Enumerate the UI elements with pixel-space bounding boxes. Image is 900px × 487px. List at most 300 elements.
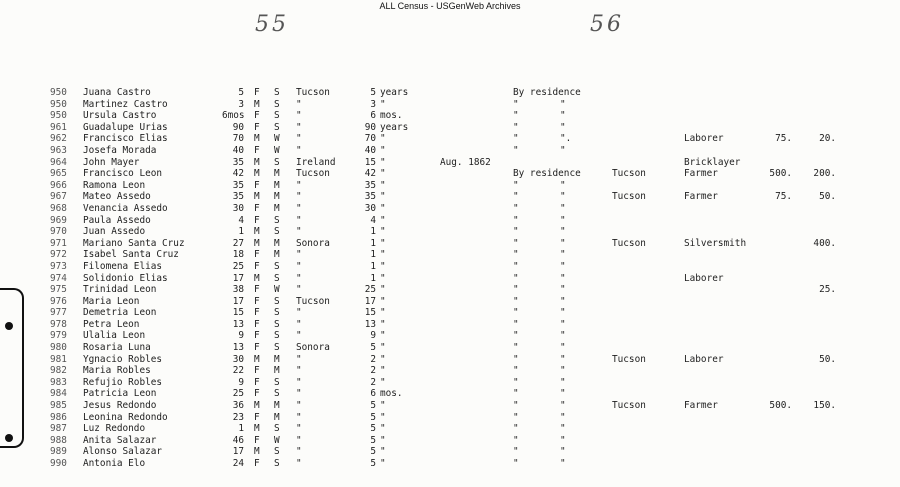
- census-ledger: [0, 87, 900, 470]
- sex: M: [254, 133, 260, 145]
- birthplace: ": [296, 411, 302, 423]
- birthplace: ": [296, 365, 302, 377]
- person-name: Trinidad Leon: [83, 284, 157, 296]
- citizenship-basis-ditto: ": [560, 214, 566, 226]
- citizenship-basis: ": [513, 353, 519, 365]
- age: 70: [232, 133, 244, 145]
- marital-status: S: [274, 156, 280, 168]
- sex: F: [254, 458, 260, 469]
- sex: M: [254, 156, 260, 168]
- table-row: [0, 342, 900, 354]
- sex: M: [254, 446, 260, 458]
- citizenship-basis: ": [513, 237, 519, 249]
- occupation: Farmer: [684, 168, 718, 180]
- row-number: 964: [50, 156, 67, 168]
- residence-unit: years: [380, 121, 409, 133]
- residence-length: 1: [370, 249, 376, 261]
- sex: M: [254, 226, 260, 238]
- row-number: 966: [50, 179, 67, 191]
- residence-unit: ": [380, 237, 386, 249]
- citizenship-basis: By residence: [513, 168, 581, 180]
- residence-unit: ": [380, 168, 386, 180]
- person-name: Petra Leon: [83, 318, 140, 330]
- residence-unit: years: [380, 87, 409, 98]
- residence-length: 13: [364, 318, 376, 330]
- residence-unit: ": [380, 353, 386, 365]
- person-name: Ursula Castro: [83, 110, 157, 122]
- sex: M: [254, 423, 260, 435]
- sex: F: [254, 307, 260, 319]
- table-row: [0, 412, 900, 424]
- sex: F: [254, 342, 260, 354]
- birthplace: ": [296, 272, 302, 284]
- marital-status: M: [274, 202, 280, 214]
- citizenship-basis: ": [513, 388, 519, 400]
- occupation: Farmer: [684, 400, 718, 412]
- marital-status: S: [274, 423, 280, 435]
- residence-unit: ": [380, 156, 386, 168]
- birthplace: ": [296, 191, 302, 203]
- citizenship-basis-ditto: ": [560, 376, 566, 388]
- birthplace: Sonora: [296, 342, 330, 354]
- residence-unit: ": [380, 272, 386, 284]
- person-name: Paula Assedo: [83, 214, 151, 226]
- sex: F: [254, 376, 260, 388]
- citizenship-basis-ditto: ": [560, 411, 566, 423]
- person-name: Patricia Leon: [83, 388, 157, 400]
- real-estate-value: 75.: [775, 133, 792, 145]
- residence-unit: ": [380, 133, 386, 145]
- row-number: 968: [50, 202, 67, 214]
- citizenship-basis: ": [513, 226, 519, 238]
- row-number: 967: [50, 191, 67, 203]
- citizenship-basis-ditto: ": [560, 237, 566, 249]
- marital-status: M: [274, 411, 280, 423]
- birthplace: ": [296, 353, 302, 365]
- age: 3: [238, 98, 244, 110]
- birthplace: ": [296, 249, 302, 261]
- birthplace: Tucson: [296, 87, 330, 98]
- page-number-right: 56: [590, 12, 624, 37]
- person-name: Maria Robles: [83, 365, 151, 377]
- citizenship-basis: ": [513, 411, 519, 423]
- occupation: Laborer: [684, 272, 724, 284]
- citizenship-basis-ditto: ": [560, 284, 566, 296]
- age: 4: [238, 214, 244, 226]
- person-name: Demetria Leon: [83, 307, 157, 319]
- citizenship-basis-ditto: ": [560, 295, 566, 307]
- sex: M: [254, 353, 260, 365]
- residence-length: 35: [364, 179, 376, 191]
- citizenship-basis-ditto: ".: [560, 133, 572, 145]
- age: 35: [232, 191, 244, 203]
- age: 13: [232, 342, 244, 354]
- table-row: [0, 133, 900, 145]
- age: 6mos: [222, 110, 245, 122]
- birthplace: ": [296, 458, 302, 469]
- sex: M: [254, 191, 260, 203]
- residence-length: 17: [364, 295, 376, 307]
- sex: F: [254, 434, 260, 446]
- row-number: 982: [50, 365, 67, 377]
- sex: F: [254, 365, 260, 377]
- sex: F: [254, 388, 260, 400]
- age: 5: [238, 87, 244, 98]
- marital-status: S: [274, 226, 280, 238]
- residence-length: 30: [364, 202, 376, 214]
- table-row: [0, 423, 900, 435]
- residence-unit: ": [380, 202, 386, 214]
- citizenship-basis-ditto: ": [560, 342, 566, 354]
- residence-length: 15: [364, 156, 376, 168]
- age: 42: [232, 168, 244, 180]
- residence-length: 35: [364, 191, 376, 203]
- personal-estate-value: 50.: [819, 353, 836, 365]
- citizenship-basis-ditto: ": [560, 260, 566, 272]
- residence-unit: ": [380, 98, 386, 110]
- age: 15: [232, 307, 244, 319]
- person-name: Jesus Redondo: [83, 400, 157, 412]
- table-row: [0, 330, 900, 342]
- table-row: [0, 226, 900, 238]
- person-name: Juana Castro: [83, 87, 151, 98]
- work-location: Tucson: [612, 168, 646, 180]
- age: 35: [232, 156, 244, 168]
- residence-unit: ": [380, 284, 386, 296]
- row-number: 961: [50, 121, 67, 133]
- age: 25: [232, 260, 244, 272]
- table-row: [0, 354, 900, 366]
- sex: F: [254, 121, 260, 133]
- age: 46: [232, 434, 244, 446]
- residence-length: 70: [364, 133, 376, 145]
- sex: M: [254, 272, 260, 284]
- citizenship-basis: ": [513, 144, 519, 156]
- age: 1: [238, 423, 244, 435]
- citizenship-basis: ": [513, 98, 519, 110]
- row-number: 950: [50, 87, 67, 98]
- age: 38: [232, 284, 244, 296]
- work-location: Tucson: [612, 191, 646, 203]
- citizenship-basis-ditto: ": [560, 388, 566, 400]
- birthplace: ": [296, 260, 302, 272]
- person-name: Juan Assedo: [83, 226, 146, 238]
- marital-status: S: [274, 446, 280, 458]
- residence-length: 5: [370, 446, 376, 458]
- marital-status: S: [274, 342, 280, 354]
- person-name: Luz Redondo: [83, 423, 146, 435]
- residence-unit: ": [380, 342, 386, 354]
- age: 17: [232, 272, 244, 284]
- residence-length: 2: [370, 365, 376, 377]
- personal-estate-value: 400.: [813, 237, 836, 249]
- table-row: [0, 110, 900, 122]
- age: 9: [238, 376, 244, 388]
- citizenship-basis-ditto: ": [560, 144, 566, 156]
- person-name: Anita Salazar: [83, 434, 157, 446]
- person-name: Josefa Morada: [83, 144, 157, 156]
- marital-status: S: [274, 260, 280, 272]
- residence-length: 25: [364, 284, 376, 296]
- table-row: [0, 446, 900, 458]
- sex: M: [254, 237, 260, 249]
- residence-length: 3: [370, 98, 376, 110]
- table-row: [0, 307, 900, 319]
- person-name: Ramona Leon: [83, 179, 146, 191]
- row-number: 965: [50, 168, 67, 180]
- row-number: 977: [50, 307, 67, 319]
- birthplace: ": [296, 179, 302, 191]
- age: 90: [232, 121, 244, 133]
- citizenship-basis: ": [513, 330, 519, 342]
- birthplace: Ireland: [296, 156, 336, 168]
- residence-length: 5: [370, 400, 376, 412]
- occupation: Bricklayer: [684, 156, 741, 168]
- marital-status: S: [274, 87, 280, 98]
- residence-unit: ": [380, 400, 386, 412]
- table-row: [0, 215, 900, 227]
- residence-length: 5: [370, 342, 376, 354]
- citizenship-basis-ditto: ": [560, 226, 566, 238]
- row-number: 983: [50, 376, 67, 388]
- sex: M: [254, 168, 260, 180]
- birthplace: ": [296, 307, 302, 319]
- table-row: [0, 157, 900, 169]
- row-number: 973: [50, 260, 67, 272]
- sex: F: [254, 179, 260, 191]
- marital-status: S: [274, 388, 280, 400]
- citizenship-basis: ": [513, 458, 519, 469]
- citizenship-basis: ": [513, 110, 519, 122]
- sex: F: [254, 110, 260, 122]
- marital-status: W: [274, 434, 280, 446]
- person-name: Francisco Elias: [83, 133, 168, 145]
- person-name: Martinez Castro: [83, 98, 168, 110]
- row-number: 985: [50, 400, 67, 412]
- row-number: 970: [50, 226, 67, 238]
- birthplace: Tucson: [296, 295, 330, 307]
- table-row: [0, 191, 900, 203]
- birthplace: ": [296, 133, 302, 145]
- table-row: [0, 435, 900, 447]
- residence-unit: ": [380, 307, 386, 319]
- citizenship-basis-ditto: ": [560, 458, 566, 469]
- sex: F: [254, 144, 260, 156]
- personal-estate-value: 20.: [819, 133, 836, 145]
- age: 23: [232, 411, 244, 423]
- citizenship-basis-ditto: ": [560, 446, 566, 458]
- personal-estate-value: 200.: [813, 168, 836, 180]
- citizenship-basis: ": [513, 179, 519, 191]
- birthplace: ": [296, 434, 302, 446]
- birthplace: ": [296, 202, 302, 214]
- sex: M: [254, 400, 260, 412]
- marital-status: M: [274, 237, 280, 249]
- birthplace: ": [296, 284, 302, 296]
- citizenship-basis: By residence: [513, 87, 581, 98]
- marital-status: M: [274, 353, 280, 365]
- sex: F: [254, 260, 260, 272]
- occupation: Laborer: [684, 353, 724, 365]
- residence-unit: ": [380, 144, 386, 156]
- table-row: [0, 296, 900, 308]
- residence-unit: ": [380, 260, 386, 272]
- person-name: Rosaria Luna: [83, 342, 151, 354]
- occupation: Silversmith: [684, 237, 747, 249]
- marital-status: S: [274, 458, 280, 469]
- table-row: [0, 388, 900, 400]
- citizenship-basis-ditto: ": [560, 202, 566, 214]
- person-name: Venancia Assedo: [83, 202, 168, 214]
- birthplace: ": [296, 446, 302, 458]
- age: 18: [232, 249, 244, 261]
- table-row: [0, 365, 900, 377]
- sex: M: [254, 98, 260, 110]
- citizenship-basis: ": [513, 284, 519, 296]
- residence-unit: ": [380, 214, 386, 226]
- sex: F: [254, 330, 260, 342]
- marital-status: S: [274, 318, 280, 330]
- residence-length: 4: [370, 214, 376, 226]
- citizenship-basis-ditto: ": [560, 434, 566, 446]
- residence-length: 1: [370, 226, 376, 238]
- person-name: Isabel Santa Cruz: [83, 249, 179, 261]
- work-location: Tucson: [612, 353, 646, 365]
- sex: F: [254, 249, 260, 261]
- birthplace: ": [296, 376, 302, 388]
- age: 22: [232, 365, 244, 377]
- marital-status: W: [274, 284, 280, 296]
- age: 36: [232, 400, 244, 412]
- marital-status: S: [274, 98, 280, 110]
- row-number: 950: [50, 98, 67, 110]
- citizenship-basis: ": [513, 365, 519, 377]
- citizenship-basis-ditto: ": [560, 423, 566, 435]
- birthplace: ": [296, 330, 302, 342]
- marital-status: S: [274, 121, 280, 133]
- citizenship-basis-ditto: ": [560, 307, 566, 319]
- marital-status: M: [274, 168, 280, 180]
- table-row: [0, 377, 900, 389]
- residence-unit: ": [380, 318, 386, 330]
- sex: F: [254, 318, 260, 330]
- row-number: 962: [50, 133, 67, 145]
- age: 9: [238, 330, 244, 342]
- residence-unit: ": [380, 330, 386, 342]
- row-number: 979: [50, 330, 67, 342]
- sex: F: [254, 202, 260, 214]
- row-number: 981: [50, 353, 67, 365]
- residence-unit: mos.: [380, 388, 403, 400]
- table-row: [0, 180, 900, 192]
- residence-length: 9: [370, 330, 376, 342]
- occupation: Laborer: [684, 133, 724, 145]
- birthplace: ": [296, 121, 302, 133]
- citizenship-basis-ditto: ": [560, 365, 566, 377]
- personal-estate-value: 25.: [819, 284, 836, 296]
- residence-unit: ": [380, 411, 386, 423]
- residence-length: 5: [370, 411, 376, 423]
- residence-length: 5: [370, 423, 376, 435]
- citizenship-basis-ditto: ": [560, 179, 566, 191]
- table-row: [0, 122, 900, 134]
- table-row: [0, 284, 900, 296]
- citizenship-basis-ditto: ": [560, 110, 566, 122]
- table-row: [0, 238, 900, 250]
- citizenship-basis-ditto: ": [560, 400, 566, 412]
- age: 27: [232, 237, 244, 249]
- citizenship-basis-ditto: ": [560, 353, 566, 365]
- birthplace: Tucson: [296, 168, 330, 180]
- residence-length: 5: [370, 458, 376, 469]
- citizenship-basis: ": [513, 446, 519, 458]
- row-number: 980: [50, 342, 67, 354]
- occupation: Farmer: [684, 191, 718, 203]
- residence-unit: ": [380, 226, 386, 238]
- page-header-title: ALL Census - USGenWeb Archives: [379, 1, 521, 11]
- row-number: 990: [50, 458, 67, 469]
- age: 1: [238, 226, 244, 238]
- residence-length: 6: [370, 388, 376, 400]
- table-row: [0, 168, 900, 180]
- table-row: [0, 145, 900, 157]
- table-row: [0, 400, 900, 412]
- table-row: [0, 203, 900, 215]
- birthplace: ": [296, 226, 302, 238]
- person-name: Ulalia Leon: [83, 330, 146, 342]
- table-row: [0, 261, 900, 273]
- marital-status: S: [274, 295, 280, 307]
- residence-unit: ": [380, 295, 386, 307]
- person-name: Filomena Elias: [83, 260, 163, 272]
- birthplace: ": [296, 110, 302, 122]
- marital-status: M: [274, 400, 280, 412]
- citizenship-basis: ": [513, 260, 519, 272]
- citizenship-basis: ": [513, 318, 519, 330]
- age: 30: [232, 202, 244, 214]
- birthplace: ": [296, 388, 302, 400]
- table-row: [0, 99, 900, 111]
- residence-length: 90: [364, 121, 376, 133]
- citizenship-basis-ditto: ": [560, 191, 566, 203]
- marital-status: M: [274, 191, 280, 203]
- residence-unit: ": [380, 365, 386, 377]
- citizenship-basis: ": [513, 400, 519, 412]
- table-row: [0, 319, 900, 331]
- citizenship-basis: ": [513, 121, 519, 133]
- residence-unit: ": [380, 376, 386, 388]
- person-name: Guadalupe Urias: [83, 121, 168, 133]
- age: 13: [232, 318, 244, 330]
- citizenship-basis: ": [513, 202, 519, 214]
- residence-unit: mos.: [380, 110, 403, 122]
- citizenship-basis-ditto: ": [560, 98, 566, 110]
- residence-unit: ": [380, 249, 386, 261]
- residence-length: 5: [370, 87, 376, 98]
- person-name: Ygnacio Robles: [83, 353, 163, 365]
- residence-length: 1: [370, 260, 376, 272]
- marital-status: S: [274, 376, 280, 388]
- row-number: 975: [50, 284, 67, 296]
- residence-length: 1: [370, 272, 376, 284]
- sex: F: [254, 284, 260, 296]
- residence-length: 2: [370, 376, 376, 388]
- citizenship-basis-ditto: ": [560, 249, 566, 261]
- citizenship-basis: ": [513, 191, 519, 203]
- marital-status: M: [274, 179, 280, 191]
- residence-unit: ": [380, 423, 386, 435]
- person-name: Mateo Assedo: [83, 191, 151, 203]
